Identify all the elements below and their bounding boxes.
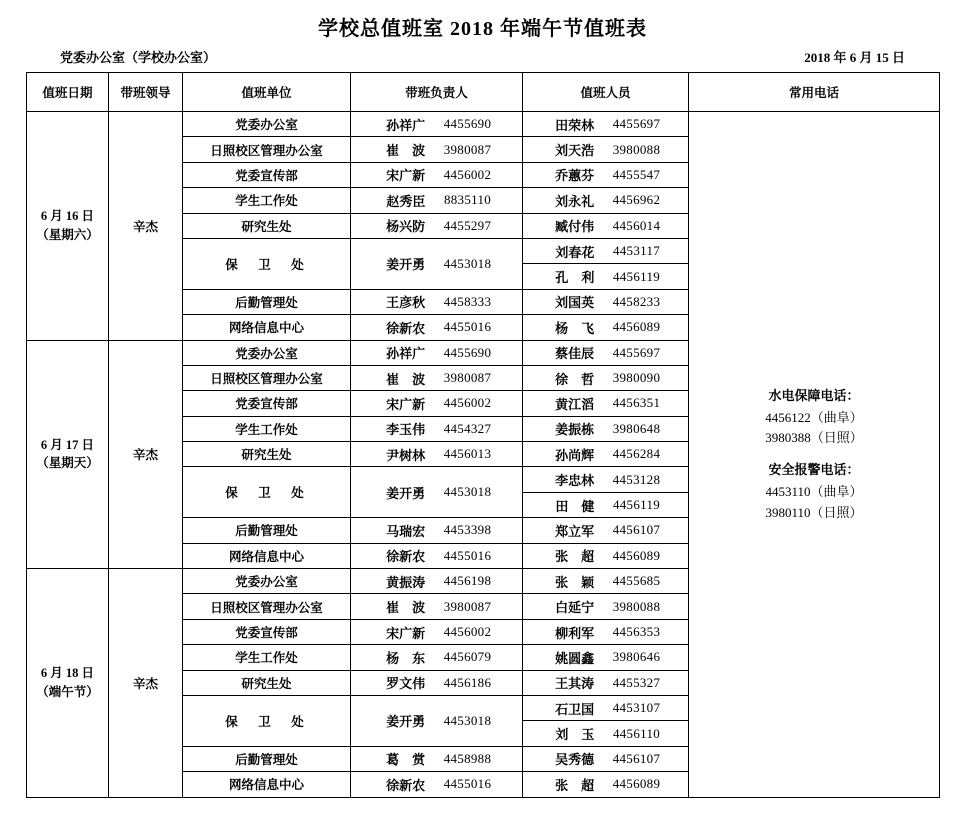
staff-name: 张 超 [555,777,595,793]
duty-staff-cell [523,772,689,797]
duty-staff-cell [523,289,689,314]
duty-staff-cell [523,721,689,746]
staff-name: 刘永礼 [555,193,595,209]
incharge-name: 李玉伟 [386,422,426,438]
duty-unit-cell: 学生工作处 [183,645,351,670]
duty-staff-cell [523,645,689,670]
incharge-name: 宋广新 [386,625,426,641]
incharge-name: 王彦秋 [386,295,426,311]
incharge-name: 宋广新 [386,396,426,412]
phone-block-title: 水电保障电话： [768,387,860,403]
incharge-name: 崔 波 [386,371,426,387]
column-header-date: 值班日期 [27,73,109,112]
duty-unit-cell: 网络信息中心 [183,772,351,797]
table-body [27,112,940,798]
staff-phone: 4455327 [612,674,661,690]
duty-incharge-cell [351,416,523,441]
incharge-phone: 4453398 [443,522,492,538]
duty-unit-cell: 党委办公室 [183,340,351,365]
incharge-name: 葛 赏 [386,752,426,768]
incharge-phone: 4453018 [443,712,492,728]
incharge-name: 罗文伟 [386,676,426,692]
duty-unit-cell: 学生工作处 [183,188,351,213]
duty-unit-cell: 研究生处 [183,670,351,695]
duty-unit-cell: 党委宣传部 [183,391,351,416]
incharge-name: 崔 波 [386,600,426,616]
duty-leader-cell: 辛杰 [109,569,183,798]
incharge-phone: 4455690 [443,344,492,360]
phone-block-title: 安全报警电话： [768,462,860,478]
duty-unit-cell: 研究生处 [183,213,351,238]
duty-unit-cell: 党委办公室 [183,112,351,137]
duty-staff-cell [523,213,689,238]
duty-unit-cell: 网络信息中心 [183,543,351,568]
staff-phone: 4456110 [612,725,661,741]
incharge-phone: 4456198 [443,573,492,589]
duty-staff-cell [523,238,689,263]
duty-incharge-cell [351,467,523,518]
incharge-name: 杨 东 [386,650,426,666]
column-header-incharge: 带班负责人 [351,73,523,112]
staff-name: 臧付伟 [555,219,595,235]
duty-staff-cell [523,695,689,720]
incharge-name: 姜开勇 [386,714,426,730]
duty-date-line2: （端午节） [36,684,99,699]
incharge-phone: 4453018 [443,484,492,500]
staff-phone: 3980090 [612,370,661,386]
staff-phone: 3980088 [612,598,661,614]
incharge-phone: 4456079 [443,649,492,665]
duty-staff-cell [523,543,689,568]
incharge-phone: 4458333 [443,293,492,309]
duty-unit-cell: 网络信息中心 [183,315,351,340]
duty-staff-cell [523,746,689,771]
phone-block [689,386,939,448]
incharge-phone: 8835110 [443,192,492,208]
duty-staff-cell [523,619,689,644]
duty-incharge-cell [351,442,523,467]
duty-staff-cell [523,518,689,543]
staff-name: 张 颖 [555,574,595,590]
staff-name: 田 健 [555,498,595,514]
duty-incharge-cell [351,772,523,797]
duty-incharge-cell [351,365,523,390]
staff-name: 吴秀德 [555,752,595,768]
staff-phone: 4456107 [612,750,661,766]
staff-phone: 4455697 [612,344,661,360]
duty-unit-cell: 党委办公室 [183,569,351,594]
duty-unit-cell: 党委宣传部 [183,619,351,644]
staff-name: 乔蕙芬 [555,168,595,184]
table-row [27,112,940,137]
duty-date-cell [27,569,109,798]
incharge-name: 姜开勇 [386,485,426,501]
incharge-name: 徐新农 [386,777,426,793]
duty-staff-cell [523,442,689,467]
incharge-phone: 4456002 [443,395,492,411]
duty-leader-cell: 辛杰 [109,112,183,341]
duty-incharge-cell [351,188,523,213]
page-title: 学校总值班室 2018 年端午节值班表 [318,18,647,40]
subheader [26,47,939,72]
incharge-phone: 4453018 [443,255,492,271]
staff-phone: 4456089 [612,547,661,563]
column-header-phone: 常用电话 [689,73,940,112]
incharge-name: 马瑞宏 [386,523,426,539]
duty-staff-cell [523,492,689,517]
duty-unit-cell: 保 卫 处 [183,695,351,746]
staff-name: 王其涛 [555,676,595,692]
phone-number-line: 3980388（日照） [765,430,863,446]
incharge-name: 徐新农 [386,320,426,336]
duty-staff-cell [523,365,689,390]
common-phone-cell [689,112,940,798]
staff-phone: 3980646 [612,649,661,665]
phone-number-line: 3980110（日照） [765,504,863,520]
staff-phone: 4453107 [612,700,661,716]
incharge-name: 徐新农 [386,549,426,565]
staff-name: 黄江滔 [555,396,595,412]
staff-phone: 3980648 [612,420,661,436]
duty-date-line1: 6 月 17 日 [40,437,95,452]
duty-incharge-cell [351,213,523,238]
issuing-office: 党委办公室（学校办公室） [60,50,217,65]
staff-phone: 4458233 [612,293,661,309]
phone-number-line: 4453110（曲阜） [765,484,863,500]
incharge-name: 杨兴防 [386,219,426,235]
staff-phone: 4455685 [612,573,661,589]
staff-name: 刘天浩 [555,143,595,159]
table-header-row [27,73,940,112]
duty-date-line2: （星期天） [36,456,99,471]
duty-incharge-cell [351,112,523,137]
staff-name: 姜振栋 [555,422,595,438]
duty-incharge-cell [351,645,523,670]
staff-name: 杨 飞 [555,320,595,336]
incharge-phone: 3980087 [443,141,492,157]
staff-name: 孔 利 [555,270,595,286]
staff-phone: 4456119 [612,268,661,284]
column-header-leader: 带班领导 [109,73,183,112]
duty-unit-cell: 学生工作处 [183,416,351,441]
staff-phone: 4456014 [612,217,661,233]
duty-date-cell [27,112,109,341]
duty-leader-cell: 辛杰 [109,340,183,569]
incharge-name: 孙祥广 [386,346,426,362]
table-header [27,73,940,112]
staff-name: 刘春花 [555,244,595,260]
staff-phone: 4455697 [612,116,661,132]
duty-unit-cell: 日照校区管理办公室 [183,365,351,390]
staff-name: 柳利军 [555,625,595,641]
incharge-phone: 4456013 [443,446,492,462]
staff-name: 刘 玉 [555,727,595,743]
staff-name: 张 超 [555,549,595,565]
incharge-phone: 4455297 [443,217,492,233]
duty-incharge-cell [351,543,523,568]
duty-incharge-cell [351,518,523,543]
staff-phone: 4455547 [612,166,661,182]
incharge-phone: 4455016 [443,547,492,563]
duty-incharge-cell [351,594,523,619]
issue-date: 2018 年 6 月 15 日 [804,50,905,65]
duty-staff-cell [523,264,689,289]
column-header-staff: 值班人员 [523,73,689,112]
staff-phone: 4456089 [612,319,661,335]
incharge-phone: 3980087 [443,370,492,386]
duty-date-cell [27,340,109,569]
duty-unit-cell: 后勤管理处 [183,289,351,314]
duty-incharge-cell [351,137,523,162]
duty-staff-cell [523,340,689,365]
staff-name: 郑立军 [555,523,595,539]
duty-unit-cell: 保 卫 处 [183,238,351,289]
incharge-phone: 4456002 [443,624,492,639]
duty-incharge-cell [351,289,523,314]
incharge-phone: 4456186 [443,674,492,690]
staff-name: 田荣林 [555,117,595,133]
duty-incharge-cell [351,162,523,187]
duty-staff-cell [523,670,689,695]
duty-unit-cell: 后勤管理处 [183,518,351,543]
duty-staff-cell [523,162,689,187]
phone-block [689,460,939,522]
staff-name: 李忠林 [555,473,595,489]
staff-phone: 4456353 [612,624,661,639]
staff-name: 白延宁 [555,600,595,616]
incharge-name: 宋广新 [386,168,426,184]
staff-phone: 4453128 [612,471,661,487]
incharge-name: 崔 波 [386,143,426,159]
incharge-name: 尹树林 [386,447,426,463]
incharge-name: 姜开勇 [386,257,426,273]
duty-staff-cell [523,416,689,441]
column-header-unit: 值班单位 [183,73,351,112]
incharge-phone: 3980087 [443,598,492,614]
duty-incharge-cell [351,391,523,416]
duty-incharge-cell [351,695,523,746]
staff-name: 孙尚辉 [555,447,595,463]
duty-incharge-cell [351,569,523,594]
duty-date-line2: （星期六） [36,227,99,242]
duty-staff-cell [523,594,689,619]
duty-unit-cell: 保 卫 处 [183,467,351,518]
duty-date-line1: 6 月 18 日 [40,666,95,681]
staff-phone: 4456119 [612,497,661,513]
incharge-phone: 4455016 [443,319,492,335]
duty-incharge-cell [351,340,523,365]
incharge-name: 赵秀臣 [386,193,426,209]
duty-incharge-cell [351,746,523,771]
staff-name: 姚圆鑫 [555,650,595,666]
staff-name: 石卫国 [555,701,595,717]
incharge-name: 孙祥广 [386,117,426,133]
duty-unit-cell: 日照校区管理办公室 [183,137,351,162]
duty-incharge-cell [351,619,523,644]
phone-number-line: 4456122（曲阜） [765,409,863,425]
duty-date-line1: 6 月 16 日 [40,209,95,223]
duty-unit-cell: 日照校区管理办公室 [183,594,351,619]
incharge-name: 黄振涛 [386,574,426,590]
staff-phone: 4453117 [612,243,661,259]
duty-unit-cell: 党委宣传部 [183,162,351,187]
staff-phone: 4456962 [612,192,661,208]
duty-incharge-cell [351,238,523,289]
duty-unit-cell: 后勤管理处 [183,746,351,771]
duty-roster-table [26,72,940,798]
duty-staff-cell [523,315,689,340]
duty-staff-cell [523,391,689,416]
duty-incharge-cell [351,315,523,340]
duty-unit-cell: 研究生处 [183,442,351,467]
incharge-phone: 4456002 [443,166,492,182]
staff-phone: 4456107 [612,522,661,538]
incharge-phone: 4455016 [443,776,492,792]
duty-staff-cell [523,137,689,162]
staff-phone: 4456351 [612,395,661,411]
duty-staff-cell [523,569,689,594]
incharge-phone: 4458988 [443,750,492,766]
duty-staff-cell [523,188,689,213]
staff-name: 蔡佳辰 [555,346,595,362]
duty-staff-cell [523,467,689,492]
incharge-phone: 4454327 [443,420,492,436]
duty-staff-cell [523,112,689,137]
incharge-phone: 4455690 [443,116,492,132]
staff-name: 刘国英 [555,295,595,311]
staff-name: 徐 哲 [555,371,595,387]
staff-phone: 3980088 [612,141,661,157]
staff-phone: 4456089 [612,776,661,792]
staff-phone: 4456284 [612,446,661,462]
duty-incharge-cell [351,670,523,695]
